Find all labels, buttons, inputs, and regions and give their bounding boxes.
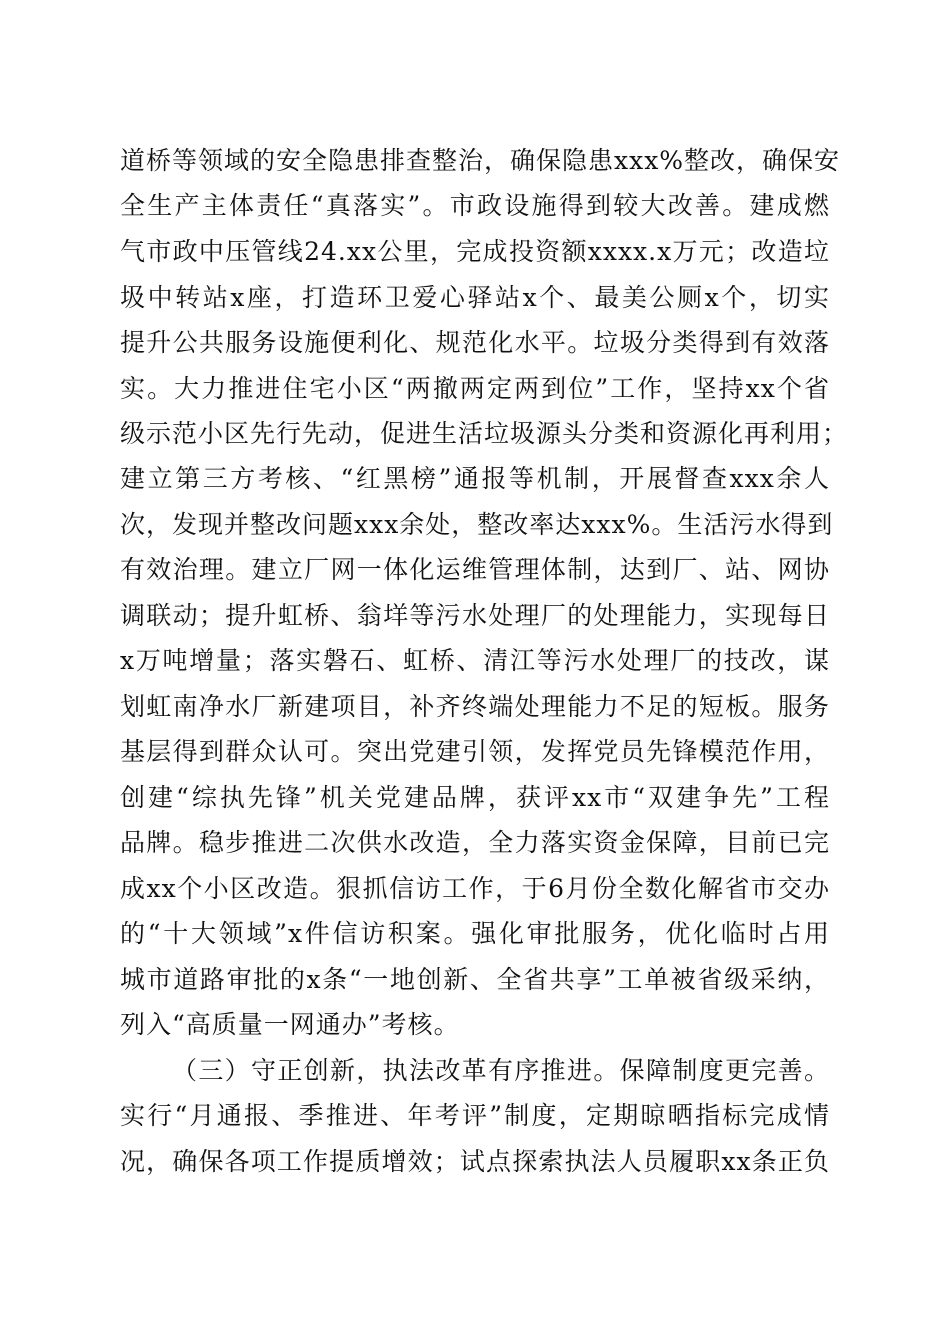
paragraph-line: 实。大力推进住宅小区“两撤两定两到位”工作，坚持xx个省 (120, 374, 830, 403)
paragraph-line: 创建“综执先锋”机关党建品牌，获评xx市“双建争先”工程 (120, 783, 830, 812)
paragraph-line: 品牌。稳步推进二次供水改造，全力落实资金保障，目前已完 (120, 828, 830, 857)
paragraph-line: 道桥等领域的安全隐患排查整治，确保隐患xxx%整改，确保安 (120, 146, 841, 175)
paragraph-line: 城市道路审批的x条“一地创新、全省共享”工单被省级采纳， (120, 965, 830, 994)
paragraph-line: 列入“高质量一网通办”考核。 (120, 1010, 460, 1039)
paragraph-line: 圾中转站x座，打造环卫爱心驿站x个、最美公厕x个，切实 (120, 283, 830, 312)
paragraph-line: 基层得到群众认可。突出党建引领，发挥党员先锋模范作用， (120, 737, 830, 766)
paragraph-line: 建立第三方考核、“红黑榜”通报等机制，开展督查xxx余人 (120, 464, 830, 493)
paragraph-line: 的“十大领域”x件信访积案。强化审批服务，优化临时占用 (120, 919, 830, 948)
paragraph-line: 况，确保各项工作提质增效；试点探索执法人员履职xx条正负 (120, 1147, 830, 1176)
paragraph-line: 级示范小区先行先动，促进生活垃圾源头分类和资源化再利用； (120, 419, 849, 448)
paragraph-line: 有效治理。建立厂网一体化运维管理体制，达到厂、站、网协 (120, 555, 830, 584)
paragraph-line: 全生产主体责任“真落实”。市政设施得到较大改善。建成燃 (120, 191, 830, 220)
paragraph-line: 次，发现并整改问题xxx余处，整改率达xxx%。生活污水得到 (120, 510, 834, 539)
paragraph-line: 调联动；提升虹桥、翁垟等污水处理厂的处理能力，实现每日 (120, 601, 830, 630)
section-heading-line: （三）守正创新，执法改革有序推进。保障制度更完善。 (172, 1056, 830, 1085)
paragraph-line: 成xx个小区改造。狠抓信访工作，于6月份全数化解省市交办 (120, 874, 830, 903)
paragraph-line: 划虹南净水厂新建项目，补齐终端处理能力不足的短板。服务 (120, 692, 830, 721)
paragraph-line: x万吨增量；落实磐石、虹桥、清江等污水处理厂的技改，谋 (120, 646, 830, 675)
paragraph-line: 提升公共服务设施便利化、规范化水平。垃圾分类得到有效落 (120, 328, 830, 357)
paragraph-line: 气市政中压管线24.xx公里，完成投资额xxxx.x万元；改造垃 (120, 237, 830, 266)
paragraph-line: 实行“月通报、季推进、年考评”制度，定期晾晒指标完成情 (120, 1101, 830, 1130)
